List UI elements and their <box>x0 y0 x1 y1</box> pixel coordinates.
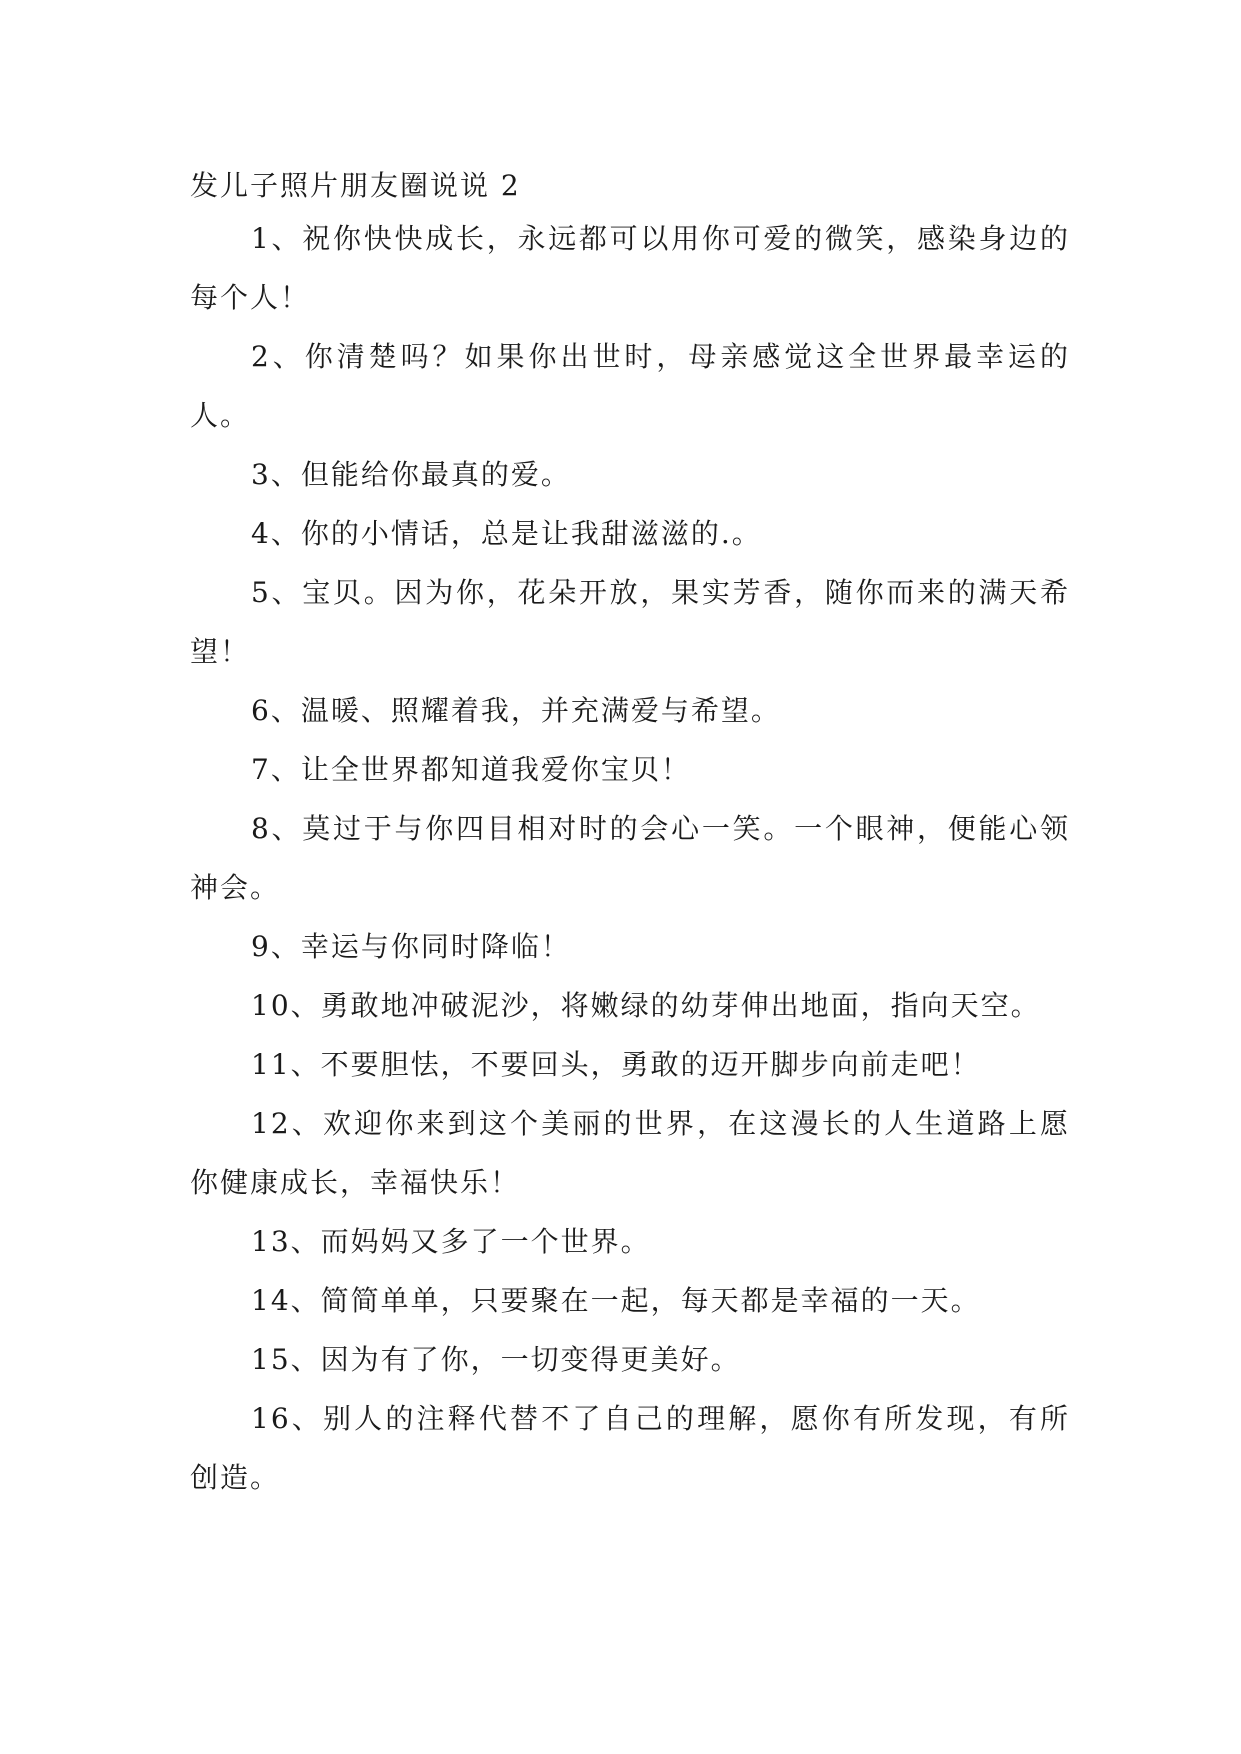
list-item: 10、勇敢地冲破泥沙，将嫩绿的幼芽伸出地面，指向天空。 <box>251 989 1041 1022</box>
list-item: 11、不要胆怯，不要回头，勇敢的迈开脚步向前走吧！ <box>251 1048 981 1081</box>
list-item: 4、你的小情话，总是让我甜滋滋的.。 <box>251 517 762 550</box>
list-item: 3、但能给你最真的爱。 <box>251 458 571 491</box>
list-item: 8、莫过于与你四目相对时的会心一笑。一个眼神，便能心领神会。 <box>190 812 1070 904</box>
list-item: 16、别人的注释代替不了自己的理解，愿你有所发现，有所创造。 <box>190 1402 1070 1494</box>
list-item: 1、祝你快快成长，永远都可以用你可爱的微笑，感染身边的每个人！ <box>190 222 1070 314</box>
list-item: 7、让全世界都知道我爱你宝贝！ <box>251 753 691 786</box>
list-item: 14、简简单单，只要聚在一起，每天都是幸福的一天。 <box>251 1284 981 1317</box>
list-item: 2、你清楚吗？如果你出世时，母亲感觉这全世界最幸运的人。 <box>190 340 1070 432</box>
list-item: 9、幸运与你同时降临！ <box>251 930 571 963</box>
list-item: 12、欢迎你来到这个美丽的世界，在这漫长的人生道路上愿你健康成长，幸福快乐！ <box>190 1107 1070 1199</box>
list-item: 13、而妈妈又多了一个世界。 <box>251 1225 651 1258</box>
document-page <box>190 163 1070 1507</box>
list-item: 6、温暖、照耀着我，并充满爱与希望。 <box>251 694 781 727</box>
document-title: 发儿子照片朋友圈说说 2 <box>190 169 521 202</box>
list-item: 15、因为有了你，一切变得更美好。 <box>251 1343 741 1376</box>
list-item: 5、宝贝。因为你，花朵开放，果实芳香，随你而来的满天希望！ <box>190 576 1070 668</box>
